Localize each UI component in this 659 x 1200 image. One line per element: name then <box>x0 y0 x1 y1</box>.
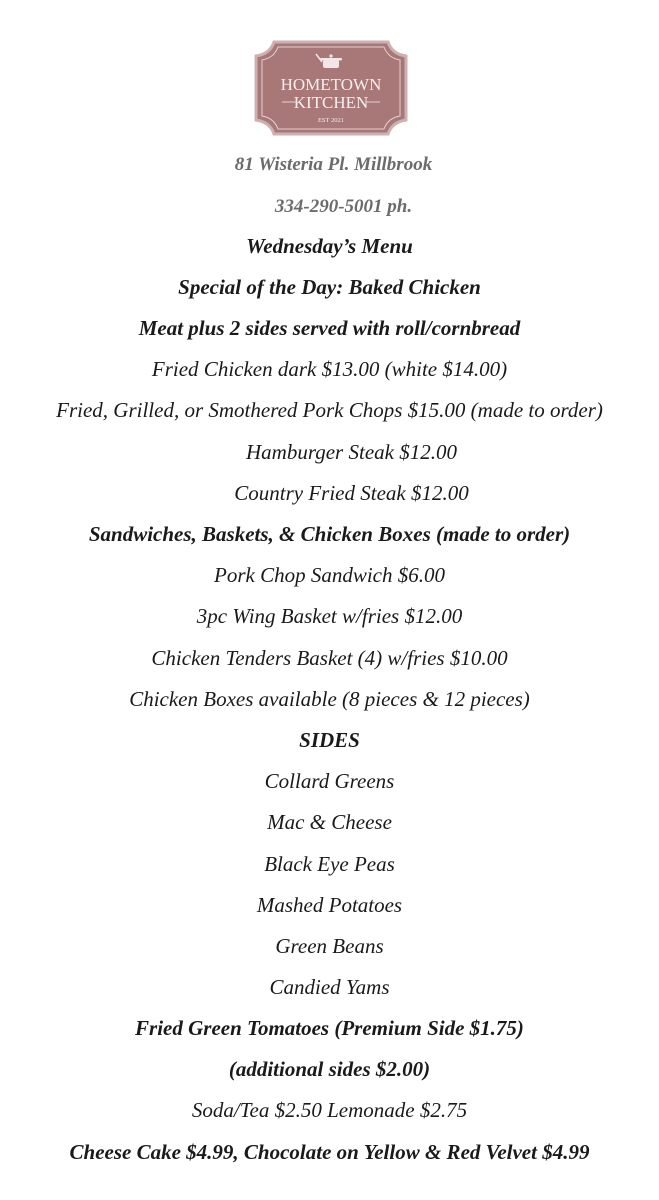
side-item: Black Eye Peas <box>264 852 395 876</box>
logo-est: EST 2021 <box>317 117 345 124</box>
menu-title: Wednesday’s Menu <box>246 234 413 258</box>
desserts: Cheese Cake $4.99, Chocolate on Yellow & Red Velvet $4.99 <box>69 1140 590 1164</box>
hometown-kitchen-logo <box>252 38 410 138</box>
menu-item: Hamburger Steak $12.00 <box>246 440 457 464</box>
logo-line2: KITCHEN <box>293 93 369 112</box>
side-item: Mac & Cheese <box>267 810 392 834</box>
menu-item: 3pc Wing Basket w/fries $12.00 <box>196 604 463 628</box>
sides-heading: SIDES <box>299 728 360 752</box>
address: 81 Wisteria Pl. Millbrook <box>234 154 433 175</box>
premium-side: Fried Green Tomatoes (Premium Side $1.75) <box>135 1016 524 1040</box>
menu-item: Chicken Boxes available (8 pieces & 12 pieces) <box>129 687 530 711</box>
additional-sides: (additional sides $2.00) <box>228 1057 431 1081</box>
special-of-the-day: Special of the Day: Baked Chicken <box>178 275 481 299</box>
side-item: Green Beans <box>275 934 384 958</box>
menu-item: Chicken Tenders Basket (4) w/fries $10.00 <box>151 646 508 670</box>
phone: 334-290-5001 ph. <box>274 196 413 217</box>
menu-item: Fried, Grilled, or Smothered Pork Chops $15.00 (made to order) <box>56 398 603 422</box>
menu-item: Fried Chicken dark $13.00 (white $14.00) <box>151 357 508 381</box>
meats-heading: Meat plus 2 sides served with roll/cornbread <box>138 316 521 340</box>
side-item: Candied Yams <box>269 975 390 999</box>
menu-item: Pork Chop Sandwich $6.00 <box>214 563 445 587</box>
menu-item: Country Fried Steak $12.00 <box>234 481 469 505</box>
sandwiches-heading: Sandwiches, Baskets, & Chicken Boxes (made to order) <box>88 522 571 546</box>
side-item: Collard Greens <box>264 769 395 793</box>
logo-line1: HOMETOWN <box>280 75 382 94</box>
side-item: Mashed Potatoes <box>256 893 403 917</box>
drinks: Soda/Tea $2.50 Lemonade $2.75 <box>191 1098 468 1122</box>
